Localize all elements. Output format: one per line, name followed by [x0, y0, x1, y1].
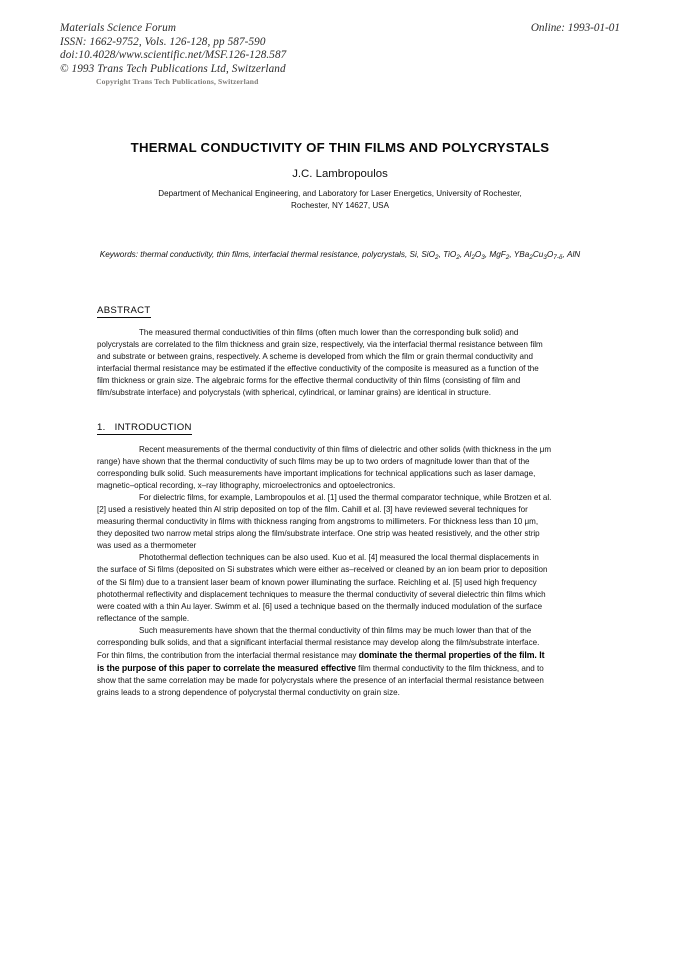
copyright-line: © 1993 Trans Tech Publications Ltd, Switzerland [60, 62, 286, 75]
intro-paragraph-4-emphasis: dominate the thermal properties of the film. It is the purpose of this paper to correlate the measured effective [97, 649, 545, 673]
affiliation-line-2: Rochester, NY 14627, USA [291, 200, 389, 210]
issn-volume-pages: ISSN: 1662-9752, Vols. 126-128, pp 587-590 [60, 35, 266, 48]
formula-al2o3: $Al_2O_3$, [464, 250, 488, 261]
doi-line: doi:10.4028/www.scientific.net/MSF.126-128.587 [60, 49, 287, 62]
intro-paragraph-2-text: For dielectric films, for example, Lambropoulos et al. [1] used the thermal comparator technique, while Brotzen et al. [2] used a resistively heated thin Al strip deposited on top of the film. Cahill et al. [3] have reviewed several techniques for measuring thermal conductivity in films with thickness ranging from angstroms to millimeters. For thickness less than 10 μm, they deposited two narrow metal strips along the film/substrate interface. One strip was heated resistively, and the other strip was used as a thermometer [97, 493, 552, 551]
abstract-heading: ABSTRACT [97, 305, 151, 316]
intro-paragraph-4-part-1: Such measurements have shown that the thermal conductivity of thin films may be much lower than that of the corresponding bulk solids, and that a significant interfacial thermal resistance may develop along the film/substrate interface. For thin films, the contribution from the interfacial thermal resistance may [97, 625, 540, 660]
intro-paragraph-4 [97, 625, 552, 699]
author-affiliation [60, 188, 620, 211]
intro-paragraph-3 [97, 552, 552, 624]
formula-ybco: $YBa_2Cu_3O_{7-\delta}$, [513, 250, 565, 261]
abstract-paragraph [97, 327, 552, 399]
intro-paragraph-3-text: Photothermal deflection techniques can be also used. Kuo et al. [4] measured the local thermal displacements in the surface of Si films (deposited on Si substrates which were either as–received or cleaned by an ion beam prior to deposition of the Si film) due to a transient laser beam of known power illuminating the surface. Reichling et al. [5] used high frequency photothermal reflectivity and displacement techniques to measure the thermal conductivity of several dielectric thin films which were coated with a thin Au layer. Swimm et al. [6] used a technique based on the thermally induced modulation of the surface reflectance of the sample. [97, 553, 548, 623]
page-title: THERMAL CONDUCTIVITY OF THIN FILMS AND POLYCRYSTALS [130, 140, 550, 155]
journal-name: Materials Science Forum [60, 22, 177, 34]
introduction-heading [97, 422, 192, 435]
intro-paragraph-2 [97, 492, 552, 552]
keywords-block [80, 249, 600, 262]
copyright-stamp: Copyright Trans Tech Publications, Switzerland [96, 77, 259, 87]
online-date: Online: 1993-01-01 [530, 22, 620, 34]
intro-paragraph-4-part-2: film thermal conductivity to the film thickness, and to show that the same correlation may be made for polycrystals where the presence of an interfacial thermal resistance between grains leads to a strong dependence of polycrystal thermal conductivity on grain size. [97, 663, 544, 697]
abstract-paragraph-text: The measured thermal conductivities of thin films (often much lower than the corresponding bulk solid) and polycrystals are correlated to the film thickness and grain size, respectively, via the interfacial thermal resistance between film and substrate or between grains, respectively. A scheme is developed from which the film or grain thermal conductivity and interfacial thermal resistance may be estimated if the effective conductivity of the composite is measured as a function of the film thickness or grain size. The algebraic forms for the effective thermal conductivity of thin films (consisting of film and film/substrate interface) and polycrystals (with spherical, cylindrical, or laminar grains) are identical in structure. [97, 328, 543, 398]
author-name: J.C. Lambropoulos [292, 168, 388, 180]
affiliation-line-1: Department of Mechanical Engineering, and Laboratory for Laser Energetics, University of Rochester, [158, 189, 522, 198]
intro-paragraph-1 [97, 444, 552, 492]
section-title: INTRODUCTION [114, 422, 192, 433]
intro-paragraph-1-text: Recent measurements of the thermal conductivity of thin films of dielectric and other solids (with thickness in the μm range) have shown that the thermal conductivity of such films may be up to two orders of magnitude lower than that of the corresponding bulk solid. Such measurements have important implications for technical applications such as laser damage, magnetic–optical recording, x–ray lithography, microelectronics and optoelectronics. [97, 445, 552, 491]
abstract-body [97, 327, 552, 399]
formula-mgf2: MgF$_2$, [489, 250, 512, 261]
publisher-masthead [60, 22, 620, 87]
introduction-body [97, 444, 552, 699]
formula-sio2: SiO$_2$, [421, 250, 441, 261]
masthead-first-row [60, 22, 620, 36]
keywords-plain-terms: thermal conductivity, thin films, interfacial thermal resistance, polycrystals, Si, [140, 250, 420, 259]
formula-aln: AlN [567, 250, 581, 259]
section-number: 1. [97, 422, 106, 433]
formula-tio2: TiO$_2$, [443, 250, 463, 261]
keywords-label: Keywords: [99, 250, 138, 259]
